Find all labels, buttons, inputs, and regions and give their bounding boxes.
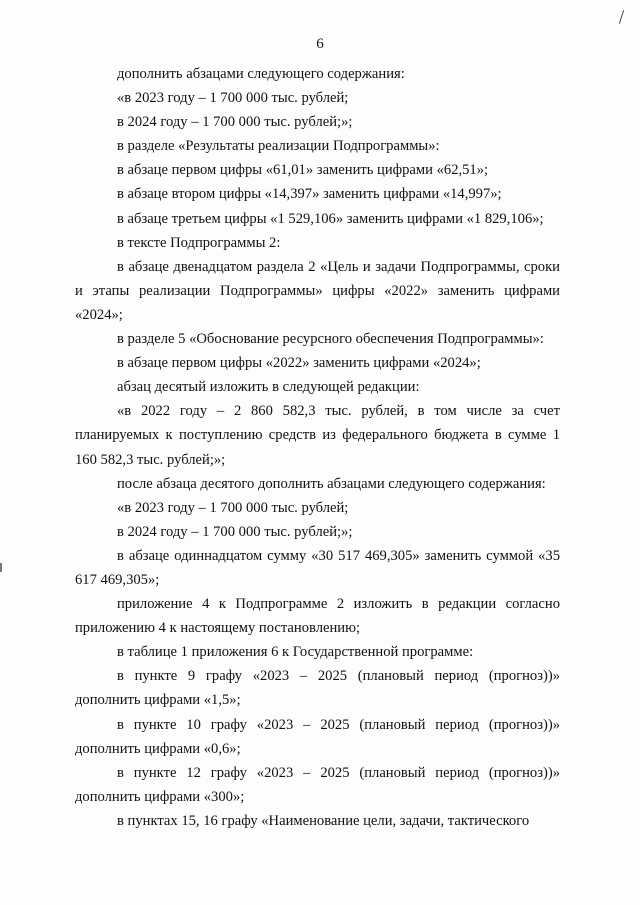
- scan-artifact: [619, 10, 624, 24]
- paragraph: в пункте 10 графу «2023 – 2025 (плановый период (прогноз))» дополнить цифрами «0,6»;: [75, 716, 560, 757]
- paragraph: дополнить абзацами следующего содержания:: [117, 66, 405, 82]
- paragraph: в абзаце втором цифры «14,397» заменить цифрами «14,997»;: [117, 186, 502, 203]
- paragraph: в абзаце одиннадцатом сумму «30 517 469,305» заменить суммой «35 617 469,305»;: [75, 547, 560, 588]
- paragraph: «в 2023 году – 1 700 000 тыс. рублей;: [117, 90, 349, 107]
- paragraph: в 2024 году – 1 700 000 тыс. рублей;»;: [117, 114, 353, 131]
- paragraph: в таблице 1 приложения 6 к Государственной программе:: [117, 644, 474, 661]
- paragraph: после абзаца десятого дополнить абзацами следующего содержания:: [117, 475, 546, 492]
- paragraph: в 2024 году – 1 700 000 тыс. рублей;»;: [117, 523, 353, 540]
- scan-artifact: [0, 563, 2, 572]
- paragraph: в абзаце двенадцатом раздела 2 «Цель и задачи Подпрограммы, сроки и этапы реализации Подпрограммы» цифры «2022» заменить цифрами «2024»;: [75, 258, 560, 323]
- paragraph: в разделе 5 «Обоснование ресурсного обеспечения Подпрограммы»:: [117, 331, 544, 348]
- paragraph: в тексте Подпрограммы 2:: [117, 234, 281, 251]
- paragraph: приложение 4 к Подпрограмме 2 изложить в редакции согласно приложению 4 к настоящему постановлению;: [75, 596, 560, 637]
- paragraph: в пункте 9 графу «2023 – 2025 (плановый период (прогноз))» дополнить цифрами «1,5»;: [75, 668, 560, 709]
- paragraph: в абзаце третьем цифры «1 529,106» заменить цифрами «1 829,106»;: [117, 210, 544, 227]
- paragraph: абзац десятый изложить в следующей редакции:: [117, 379, 420, 396]
- paragraph: в абзаце первом цифры «61,01» заменить цифрами «62,51»;: [117, 162, 489, 179]
- paragraph: в пункте 12 графу «2023 – 2025 (плановый период (прогноз))» дополнить цифрами «300»;: [75, 764, 560, 805]
- paragraph: в абзаце первом цифры «2022» заменить цифрами «2024»;: [117, 355, 481, 372]
- paragraph: в пунктах 15, 16 графу «Наименование цели, задачи, тактического: [117, 812, 530, 829]
- document-body: [75, 62, 560, 833]
- paragraph: в разделе «Результаты реализации Подпрограммы»:: [117, 138, 440, 155]
- paragraph: «в 2023 году – 1 700 000 тыс. рублей;: [117, 499, 349, 516]
- page-number: 6: [316, 36, 324, 52]
- paragraph: «в 2022 году – 2 860 582,3 тыс. рублей, в том числе за счет планируемых к поступлению средств из федерального бюджета в сумме 1 160 582,3 тыс. рублей;»;: [75, 403, 560, 468]
